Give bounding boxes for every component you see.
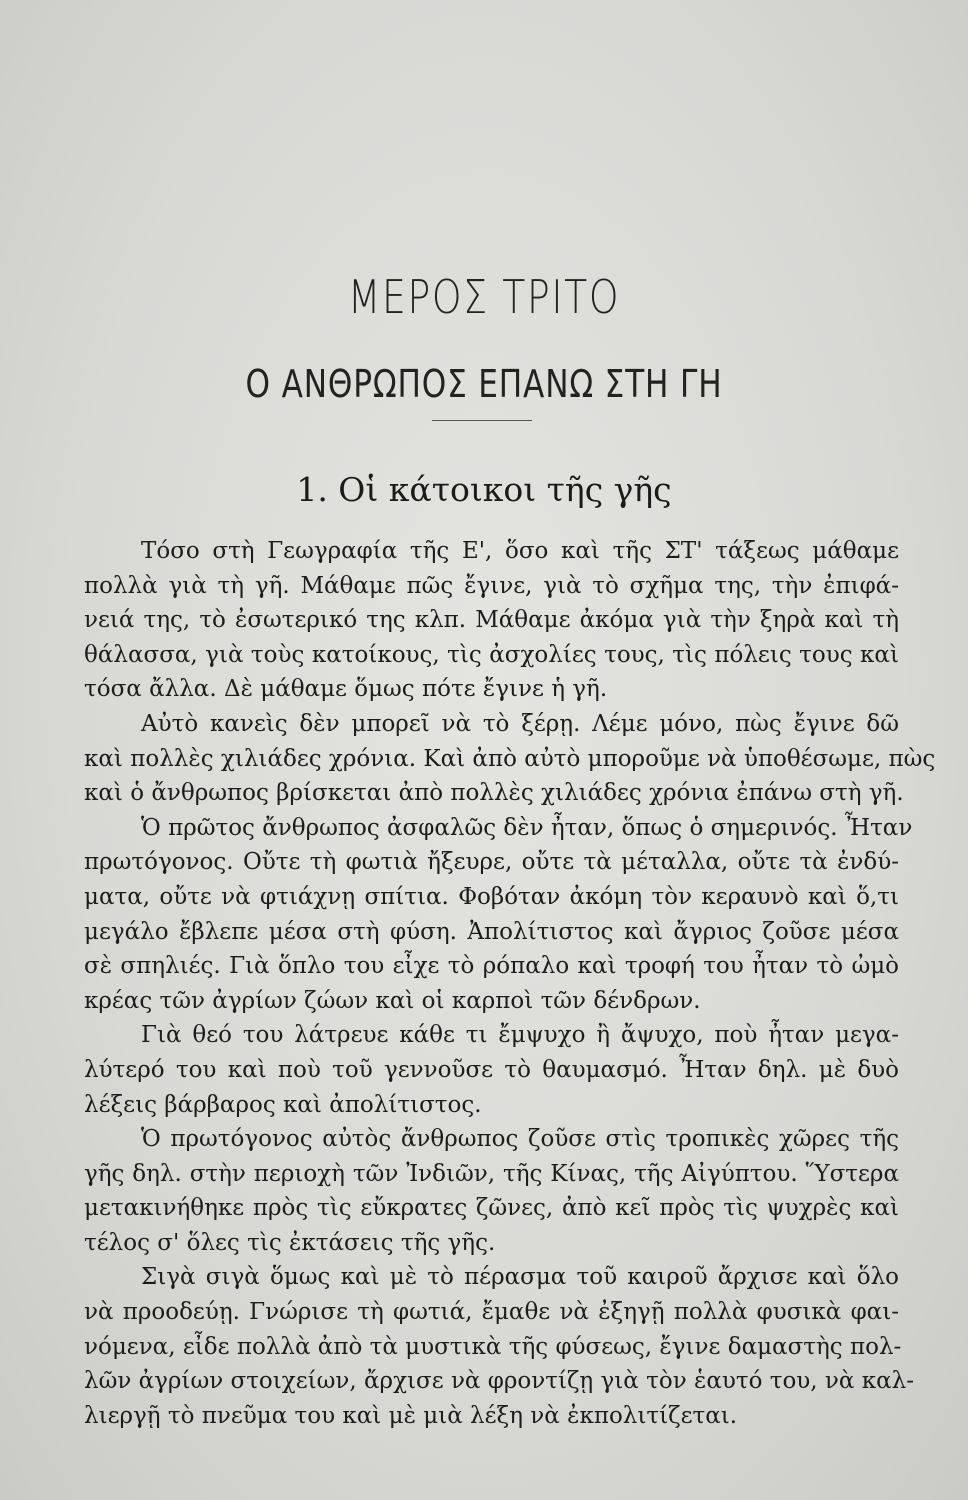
- chapter-title: 1. Οἱ κάτοικοι τῆς γῆς: [296, 470, 672, 509]
- text-line: Σιγὰ σιγὰ ὅμως καὶ μὲ τὸ πέρασμα τοῦ καιροῦ ἄρχισε καὶ ὅλο: [141, 1264, 899, 1291]
- text-line: πολλὰ γιὰ τὴ γῆ. Μάθαμε πῶς ἔγινε, γιὰ τὸ σχῆμα της, τὴν ἐπιφά-: [84, 572, 899, 599]
- part-subtitle: Ο ΑΝΘΡΩΠΟΣ ΕΠΑΝΩ ΣΤΗ ΓΗ: [245, 362, 723, 406]
- text-line: Ὁ πρῶτος ἄνθρωπος ἀσφαλῶς δὲν ἦταν, ὅπως ὁ σημερινός. Ἦταν: [141, 814, 913, 841]
- text-line: λύτερό του καὶ ποὺ τοῦ γεννοῦσε τὸ θαυμασμό. Ἦταν δηλ. μὲ δυὸ: [84, 1056, 899, 1083]
- divider-rule: [432, 420, 532, 421]
- text-line: λέξεις βάρβαρος καὶ ἀπολίτιστος.: [84, 1091, 482, 1118]
- text-line: Γιὰ θεό του λάτρευε κάθε τι ἔμψυχο ἢ ἄψυχο, ποὺ ἦταν μεγα-: [141, 1022, 899, 1049]
- part-title: ΜΕΡΟΣ ΤΡΙΤΟ: [347, 270, 621, 324]
- text-line: λιεργῇ τὸ πνεῦμα του καὶ μὲ μιὰ λέξη νὰ ἐκπολιτίζεται.: [84, 1402, 738, 1429]
- text-line: σὲ σπηλιές. Γιὰ ὅπλο του εἶχε τὸ ρόπαλο καὶ τροφή του ἦταν τὸ ὠμὸ: [84, 953, 899, 980]
- text-line: πρωτόγονος. Οὔτε τὴ φωτιὰ ἤξευρε, οὔτε τὰ μέταλλα, οὔτε τὰ ἐνδύ-: [84, 849, 899, 876]
- body-text: [84, 534, 936, 1433]
- text-line: καὶ πολλὲς χιλιάδες χρόνια. Καὶ ἀπὸ αὐτὸ μποροῦμε νὰ ὑποθέσωμε, πὼς: [84, 745, 936, 772]
- text-line: τέλος σ' ὅλες τὶς ἐκτάσεις τῆς γῆς.: [84, 1229, 496, 1256]
- text-line: θάλασσα, γιὰ τοὺς κατοίκους, τὶς ἀσχολίες τους, τὶς πόλεις τους καὶ: [84, 641, 899, 668]
- text-line: νὰ προοδεύῃ. Γνώρισε τὴ φωτιά, ἔμαθε νὰ ἐξηγῇ πολλὰ φυσικὰ φαι-: [84, 1299, 899, 1326]
- text-line: τόσα ἄλλα. Δὲ μάθαμε ὅμως πότε ἔγινε ἡ γῆ.: [84, 676, 608, 703]
- text-line: ματα, οὔτε νὰ φτιάχνῃ σπίτια. Φοβόταν ἀκόμη τὸν κεραυνὸ καὶ ὅ,τι: [84, 883, 899, 910]
- text-line: νόμενα, εἶδε πολλὰ ἀπὸ τὰ μυστικὰ τῆς φύσεως, ἔγινε δαμαστὴς πολ-: [84, 1333, 902, 1360]
- text-line: νειά της, τὸ ἐσωτερικό της κλπ. Μάθαμε ἀκόμα γιὰ τὴν ξηρὰ καὶ τὴ: [84, 607, 899, 634]
- text-line: λῶν ἀγρίων στοιχείων, ἄρχισε νὰ φροντίζῃ γιὰ τὸν ἑαυτό του, νὰ καλ-: [84, 1368, 914, 1395]
- text-line: Αὐτὸ κανεὶς δὲν μπορεῖ νὰ τὸ ξέρῃ. Λέμε μόνο, πὼς ἔγινε δῶ: [141, 710, 899, 737]
- text-line: μεγάλο ἔβλεπε μέσα στὴ φύση. Ἀπολίτιστος καὶ ἄγριος ζοῦσε μέσα: [84, 918, 899, 945]
- text-line: μετακινήθηκε πρὸς τὶς εὔκρατες ζῶνες, ἀπὸ κεῖ πρὸς τὶς ψυχρὲς καὶ: [84, 1195, 899, 1222]
- text-line: κρέας τῶν ἀγρίων ζώων καὶ οἱ καρποὶ τῶν δένδρων.: [84, 987, 701, 1014]
- text-line: γῆς δηλ. στὴν περιοχὴ τῶν Ἰνδιῶν, τῆς Κίνας, τῆς Αἰγύπτου. Ὕστερα: [84, 1160, 899, 1187]
- text-line: Ὁ πρωτόγονος αὐτὸς ἄνθρωπος ζοῦσε στὶς τροπικὲς χῶρες τῆς: [141, 1126, 899, 1153]
- text-line: Τόσο στὴ Γεωγραφία τῆς Ε', ὅσο καὶ τῆς ΣΤ' τάξεως μάθαμε: [141, 538, 899, 564]
- text-line: καὶ ὁ ἄνθρωπος βρίσκεται ἀπὸ πολλὲς χιλιάδες χρόνια ἐπάνω στὴ γῆ.: [84, 780, 904, 807]
